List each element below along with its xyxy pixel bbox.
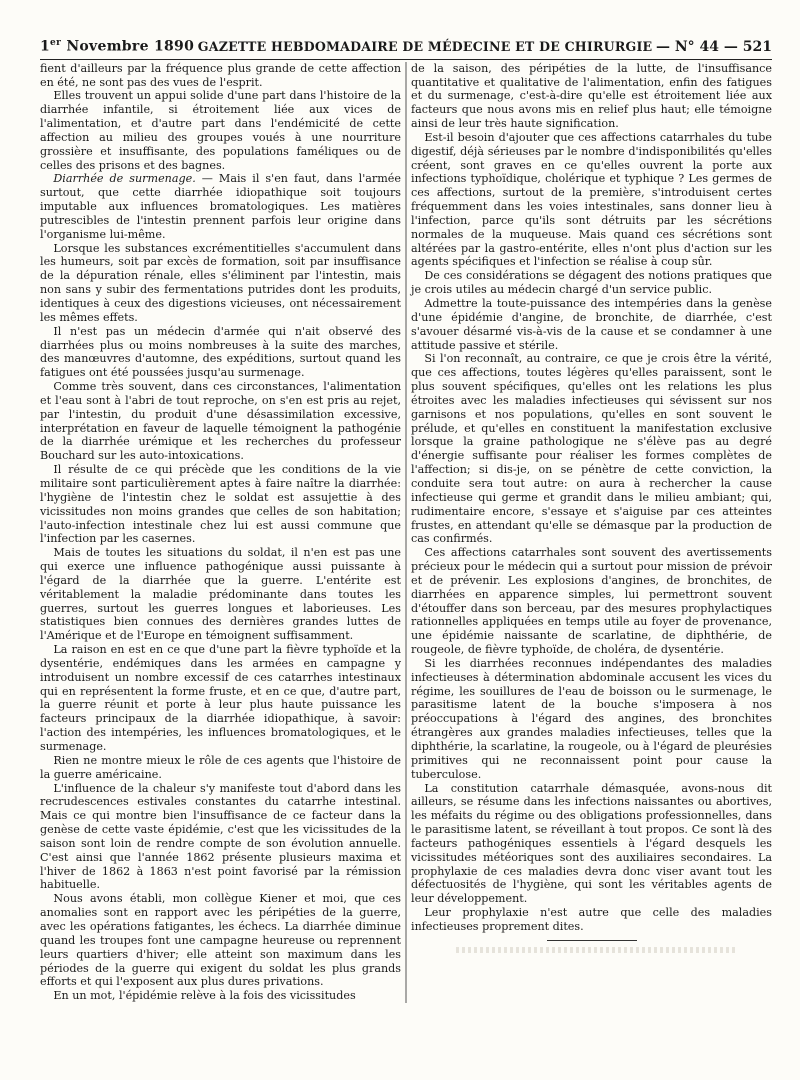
running-header xyxy=(40,10,772,60)
paragraph-text: Si les diarrhées reconnues indépendantes des maladies infectieuses à détermination abdominale accusent les vices du régime, les souillures de l'eau de boisson ou le surmenage, le parasitisme latent de la bouche s'imposera à nos préoccupations à l'égard des angines, des bronchites étrangères aux grandes maladies infectieuses, telles que la diphthérie, la scarlatine, la rougeole, ou à l'égard de pleurésies primitives qui ne reconnaissent point pour cause la tuberculose. xyxy=(411,656,772,781)
paragraph-text: Leur prophylaxie n'est autre que celle des maladies infectieuses proprement dites. xyxy=(411,906,772,933)
issue-page-number: — N° 44 — 521 xyxy=(656,38,772,55)
paragraph-text: de la saison, des péripéties de la lutte, de l'insuffisance quantitative et qualitative de l'alimentation, enfin des fatigues et du surmenage, c'est-à-dire qu'elle est étroitement liée aux facteurs que nous avons mis en relief plus haut; elle témoigne ainsi de leur très haute signification. xyxy=(411,61,772,131)
left-column xyxy=(40,62,401,1003)
paragraph-text: Il n'est pas un médecin d'armée qui n'ait observé des diarrhées plus ou moins nombreuses à la suite des marches, des manœuvres d'automne, des expéditions, surtout quand les fatigues ont été poussées jusqu'au surmenage. xyxy=(40,324,401,380)
end-rule xyxy=(547,940,637,941)
paragraph-text: Elles trouvent un appui solide d'une part dans l'histoire de la diarrhée infantile, si étroitement liée aux vices de l'alimentation, et d'autre part dans l'endémicité de cette affection au milieu des groupes voués à une nourriture grossière et insuffisante, des populations faméliques ou de celles des prisons et des bagnes. xyxy=(40,89,401,172)
paragraph-text: Si l'on reconnaît, au contraire, ce que je crois être la vérité, que ces affections, toutes légères qu'elles paraissent, sont le plus souvent spécifiques, qu'elles ont les relations les plus étroites avec les maladies infectieuses qui sévissent sur nos garnisons et nos populations, qu'elles en sont souvent le prélude, et qu'elles en constituent la manifestation exclusive lorsque la graine pathologique ne s'élève pas au degré d'énergie suffisante pour réaliser les formes complètes de l'affection; si dis-je, on se pénètre de cette conviction, la conduite sera tout autre: on aura à rechercher la cause infectieuse qui germe et grandit dans le milieu ambiant; qui, rudimentaire encore, s'essaye et s'aiguise par ces atteintes frustes, en attendant qu'elle se démasque par la production de cas confirmés. xyxy=(411,352,772,546)
paragraph xyxy=(411,131,772,269)
paragraph-text: De ces considérations se dégagent des notions pratiques que je crois utiles au médecin chargé d'un service public. xyxy=(411,269,772,297)
journal-title: GAZETTE HEBDOMADAIRE DE MÉDECINE ET DE CHIRURGIE xyxy=(197,38,653,54)
paragraph-text: La raison en est en ce que d'une part la fièvre typhoïde et la dysentérie, endémiques dans les armées en campagne y introduisent un nombre excessif de ces catarrhes intestinaux qui en représentent la forme fruste, et en ce que, d'autre part, la guerre réunit et porte à leur plus haute puissance les facteurs principaux de la diarrhée idiopathique, à savoir: l'action des intempéries, les influences bromatologiques, et le surmenage. xyxy=(40,643,401,753)
paragraph xyxy=(40,463,401,546)
paragraph xyxy=(411,297,772,352)
paragraph xyxy=(411,269,772,297)
paragraph xyxy=(40,242,401,325)
paragraph xyxy=(40,989,401,1003)
paragraph-text: Ces affections catarrhales sont souvent des avertissements précieux pour le médecin qui a surtout pour mission de prévoir et de prévenir. Les explosions d'angines, de bronchites, de diarrhées en apparence simples, lui permettront souvent d'étouffer dans son berceau, par des mesures prophylactiques rationnelles appliquées en temps utile au foyer de provenance, une épidémie naissante de scarlatine, de diphthérie, de rougeole, de fièvre typhoïde, de choléra, de dysentérie. xyxy=(411,546,772,657)
paragraph-text: La constitution catarrhale démasquée, avons-nous dit ailleurs, se résume dans les infections naissantes ou abortives, les méfaits du régime ou des obligations professionnelles, dans le parasitisme latent, se réveillant à tout propos. Ce sont là des facteurs pathogéniques essentiels à l'égard desquels les vicissitudes météoriques sont des auxiliaires secondaires. La prophylaxie de ces maladies devra donc viser avant tout les défectuosités de l'hygiène, qui sont les véritables agents de leur développement. xyxy=(411,781,772,906)
paragraph xyxy=(411,657,772,782)
paragraph xyxy=(40,892,401,989)
article-body xyxy=(40,62,772,1003)
paragraph-text: L'influence de la chaleur s'y manifeste tout d'abord dans les recrudescences estivales constantes du catarrhe intestinal. Mais ce qui montre bien l'insuffisance de ce facteur dans la genèse de cette vaste épidémie, c'est que les vicissitudes de la saison sont loin de rendre compte de son évolution annuelle. C'est ainsi que l'année 1862 présente plusieurs maxima et l'hiver de 1862 à 1863 n'est point favorisé par la rémission habituelle. xyxy=(40,781,401,892)
right-column xyxy=(411,62,772,1003)
paragraph-text: Il résulte de ce qui précède que les conditions de la vie militaire sont particulièrement aptes à faire naître la diarrhée: l'hygiène de l'intestin chez le soldat est assujettie à des vicissitudes non moins grandes que celles de son habitation; l'auto-infection intestinale chez lui est aussi commune que l'infection par les casernes. xyxy=(40,463,401,546)
paragraph-text: Admettre la toute-puissance des intempéries dans la genèse d'une épidémie d'angine, de bronchite, de diarrhée, c'est s'avouer désarmé vis-à-vis de la cause et se condamner à une attitude passive et stérile. xyxy=(411,297,772,352)
paragraph xyxy=(40,325,401,380)
paragraph xyxy=(40,172,401,241)
section-heading: Diarrhée de surmenage. xyxy=(53,172,196,186)
paragraph xyxy=(411,546,772,657)
paragraph xyxy=(411,782,772,907)
paragraph xyxy=(40,546,401,643)
faint-print-through xyxy=(456,947,736,953)
paragraph-text: Lorsque les substances excrémentitielles s'accumulent dans les humeurs, soit par excès de formation, soit par insuffisance de la dépuration rénale, elles s'éliminent par l'intestin, mais non sans y subir des fermentations putrides dont les produits, identiques à ceux des digestions vicieuses, ont nécessairement les mêmes effets. xyxy=(40,241,401,324)
paragraph xyxy=(40,89,401,172)
paragraph xyxy=(40,782,401,893)
paragraph-text: Mais de toutes les situations du soldat, il n'en est pas une qui exerce une influence pathogénique aussi puissante à l'égard de la diarrhée que la guerre. L'entérite est véritablement la maladie prédominante dans toutes les guerres, surtout les guerres longues et laborieuses. Les statistiques bien connues des dernières grandes luttes de l'Amérique et de l'Europe en témoignent suffisamment. xyxy=(40,546,401,643)
paragraph-text: — Mais il s'en faut, dans l'armée surtout, que cette diarrhée idiopathique soit toujours imputable aux influences bromatologiques. Les matières putrescibles de l'intestin prennent parfois leur origine dans l'organisme lui-même. xyxy=(40,172,401,241)
header-date: 1er Novembre 1890 xyxy=(40,38,195,55)
paragraph xyxy=(411,352,772,546)
paragraph-text: Comme très souvent, dans ces circonstances, l'alimentation et l'eau sont à l'abri de tout reproche, on s'en est pris au rejet, par l'intestin, du produit d'une désassimilation excessive, interprétation en faveur de laquelle témoignent la pathogénie de la diarrhée urémique et les recherches du professeur Bouchard sur les auto-intoxications. xyxy=(40,380,401,463)
paragraph xyxy=(40,754,401,782)
paragraph-text: Nous avons établi, mon collègue Kiener et moi, que ces anomalies sont en rapport avec les péripéties de la guerre, avec les opérations fatigantes, les échecs. La diarrhée diminue quand les troupes font une campagne heureuse ou reprennent leurs quartiers d'hiver; elle atteint son maximum dans les périodes de la guerre qui exigent du soldat les plus grands efforts et qui l'exposent aux plus dures privations. xyxy=(40,892,401,989)
paragraph-text: En un mot, l'épidémie relève à la fois des vicissitudes xyxy=(53,989,356,1003)
paragraph xyxy=(40,380,401,463)
paragraph xyxy=(40,62,401,90)
paragraph xyxy=(411,906,772,934)
paragraph xyxy=(411,62,772,131)
paragraph-text: Rien ne montre mieux le rôle de ces agents que l'histoire de la guerre américaine. xyxy=(40,753,401,781)
paragraph xyxy=(40,643,401,754)
paragraph-text: Est-il besoin d'ajouter que ces affections catarrhales du tube digestif, déjà sérieuses par le nombre d'indisponibilités qu'elles créent, sont graves en ce qu'elles ouvrent la porte aux infections typhoïdique, cholérique et typhique ? Les germes de ces affections, surtout de la première, s'introduisent certes fréquemment dans les voies intestinales, sans donner lieu à l'infection, parce qu'ils sont détruits par les sécrétions normales de la muqueuse. Mais quand ces sécrétions sont altérées par la gastro-entérite, elles n'ont plus d'action sur les agents spécifiques et l'infection se réalise à coup sûr. xyxy=(411,130,772,269)
paragraph-text: fient d'ailleurs par la fréquence plus grande de cette affection en été, ne sont pas des vues de l'esprit. xyxy=(40,61,401,89)
